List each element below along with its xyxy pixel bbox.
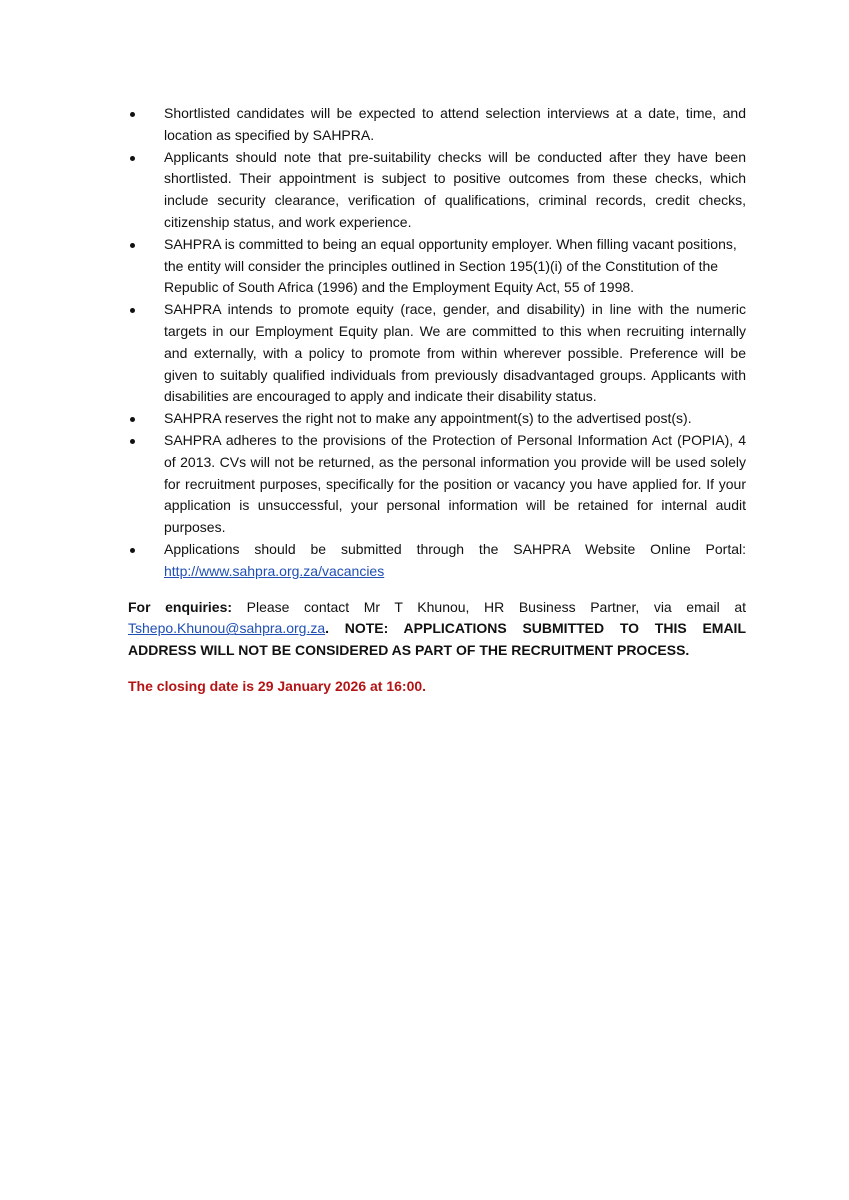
vacancies-link[interactable]: http://www.sahpra.org.za/vacancies <box>164 562 385 579</box>
bullet-icon <box>130 308 135 313</box>
list-item-text: Shortlisted candidates will be expected to attend selection interviews at a date, time, and location as specified by SAHPRA. <box>164 105 746 143</box>
enquiries-paragraph <box>128 597 746 662</box>
list-item <box>128 539 746 583</box>
bullet-icon <box>130 243 135 248</box>
list-item-text: SAHPRA intends to promote equity (race, gender, and disability) in line with the numeric targets in our Employment Equity plan. We are committed to this when recruiting internally and externally, with a policy to promote from within wherever possible. Preference will be given to suitably qualified individuals from previously disadvantaged groups. Applicants with disabilities are encouraged to apply and indicate their disability status. <box>164 301 746 405</box>
bullet-icon <box>130 548 135 553</box>
bullet-icon <box>130 112 135 117</box>
list-item <box>128 103 746 147</box>
list-item <box>128 299 746 408</box>
list-item-text: Applicants should note that pre-suitability checks will be conducted after they have been shortlisted. Their appointment is subject to positive outcomes from these checks, which include security clearance, verification of qualifications, criminal records, credit checks, citizenship status, and work experience. <box>164 148 746 230</box>
requirements-list <box>128 103 746 583</box>
email-link[interactable]: Tshepo.Khunou@sahpra.org.za <box>128 620 326 637</box>
bullet-icon <box>130 156 135 161</box>
list-item-text: SAHPRA reserves the right not to make any appointment(s) to the advertised post(s). <box>164 410 692 427</box>
list-item <box>128 408 746 430</box>
enquiries-note: . NOTE: APPLICATIONS SUBMITTED TO THIS EMAIL ADDRESS WILL NOT BE CONSIDERED AS PART OF THE RECRUITMENT PROCESS. <box>128 620 746 659</box>
list-item-text: SAHPRA is committed to being an equal opportunity employer. When filling vacant positions, the entity will consider the principles outlined in Section 195(1)(i) of the Constitution of the Republic of South Africa (1996) and the Employment Equity Act, 55 of 1998. <box>164 235 737 296</box>
list-item <box>128 430 746 539</box>
bullet-icon <box>130 439 135 444</box>
portal-text: Applications should be submitted through the SAHPRA Website Online Portal: <box>164 540 746 557</box>
list-item <box>128 234 746 299</box>
closing-date: The closing date is 29 January 2026 at 16:00. <box>128 677 427 694</box>
enquiries-text: Please contact Mr T Khunou, HR Business Partner, via email at <box>246 598 747 615</box>
list-item <box>128 147 746 234</box>
list-item-text: SAHPRA adheres to the provisions of the Protection of Personal Information Act (POPIA), 4 of 2013. CVs will not be returned, as the personal information you provide will be used solely for recruitment purposes, specifically for the position or vacancy you have applied for. If your application is unsuccessful, your personal information will be retained for internal audit purposes. <box>164 431 746 536</box>
bullet-icon <box>130 417 135 422</box>
page-content <box>128 103 746 698</box>
list-item-text <box>164 539 746 583</box>
enquiries-label: For enquiries: <box>128 598 233 615</box>
